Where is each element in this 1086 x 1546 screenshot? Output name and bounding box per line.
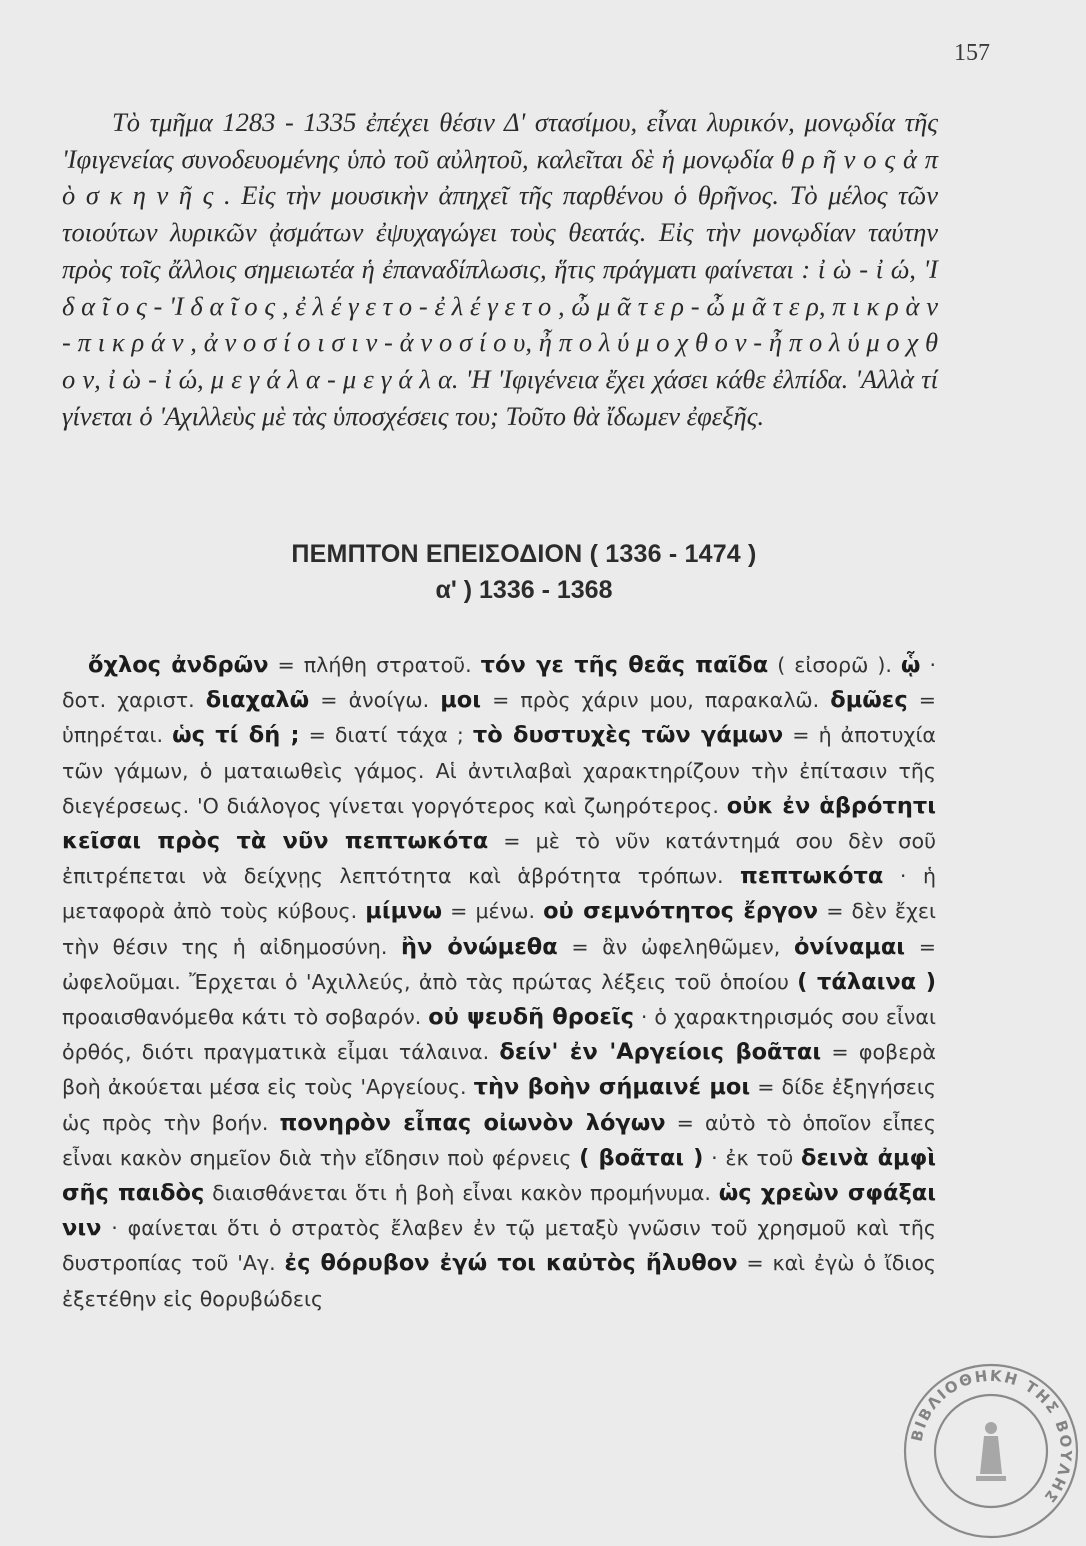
lemma-term: δεινὰ ἀμφὶ σῆς παιδὸς bbox=[62, 1144, 936, 1207]
lemma-gloss: = ἀνοίγω. bbox=[309, 688, 441, 713]
lemma-gloss: · ἡ μεταφορὰ ἀπὸ τοὺς κύβους. bbox=[62, 864, 936, 924]
lemma-gloss: = ὠφελοῦμαι. Ἔρχεται ὁ 'Αχιλλεύς, ἀπὸ τὰς πρώτας λέξεις τοῦ ὁποίου bbox=[62, 934, 936, 994]
lemma-gloss: προαισθανόμεθα κάτι τὸ σοβαρόν. bbox=[62, 1005, 429, 1030]
lemma-term: δείν' ἐν 'Αργείοις βοᾶται bbox=[499, 1039, 822, 1066]
lemma-gloss: = δίδε ἐξηγήσεις ὡς πρὸς τὴν βοήν. bbox=[62, 1075, 936, 1135]
lemma-gloss: = μὲ τὸ νῦν κατάντημά σου δὲν σοῦ ἐπιτρέπεται νὰ δείχνῃς λεπτότητα καὶ ἁβρότητα τρόπων. bbox=[62, 829, 936, 889]
lemma-gloss: διαισθάνεται ὅτι ἡ βοὴ εἶναι κακὸν προμήνυμα. bbox=[204, 1181, 719, 1206]
lemma-term: ὄχλος ἀνδρῶν bbox=[88, 652, 269, 678]
lemma-gloss: · φαίνεται ὅτι ὁ στρατὸς ἔλαβεν ἐν τῷ μεταξὺ γνῶσιν τοῦ χρησμοῦ καὶ τῆς δυστροπίας τοῦ 'Αγ. bbox=[62, 1216, 936, 1276]
stamp-text: ΒΙΒΛΙΟΘΗΚΗ ΤΗΣ ΒΟΥΛΗΣ bbox=[907, 1366, 1076, 1508]
lemma-term: οὐ ψευδῆ θροεῖς bbox=[428, 1004, 634, 1031]
intro-text: Τὸ τμῆμα 1283 - 1335 ἐπέχει θέσιν Δ' στασίμου, εἶναι λυρικόν, μονῳδία τῆς 'Ιφιγενείας συνοδευομένης ὑπὸ τοῦ αὐλητοῦ, καλεῖται δὲ ἡ μονῳδία θ ρ ῆ ν ο ς ἀ π ὸ σ κ η ν ῆ ς . Εἰς τὴν μουσικὴν ἀπηχεῖ τῆς παρθένου ὁ θρῆνος. Τὸ μέλος τῶν τοιούτων λυρικῶν ᾀσμάτων ἐψυχαγώγει τοὺς θεατάς. Εἰς τὴν μονῳδίαν ταύτην πρὸς τοῖς ἄλλοις σημειωτέα ἡ ἐπαναδίπλωσις, ἥτις πράγματι φαίνεται : ἰ ὼ - ἰ ώ, 'Ι δ α ῖ ο ς - 'Ι δ α ῖ ο ς , ἐ λ έ γ ε τ ο - ἐ λ έ γ ε τ ο , ὦ μ ᾶ τ ε ρ - ὦ μ ᾶ τ ε ρ, π ι κ ρ ὰ ν - π ι κ ρ ά ν , ἀ ν ο σ ί ο ι σ ι ν - ἀ ν ο σ ί ο υ, ἦ π ο λ ύ μ ο χ θ ο ν - ἦ π ο λ ύ μ ο χ θ ο ν, ἰ ὼ - ἰ ώ, μ ε γ ά λ α - μ ε γ ά λ α. 'Η 'Ιφιγένεια ἔχει χάσει κάθε ἐλπίδα. 'Αλλὰ τί γίνεται ὁ 'Αχιλλεὺς μὲ τὰς ὑποσχέσεις του; Τοῦτο θὰ ἴδωμεν ἐφεξῆς. bbox=[62, 107, 938, 431]
lemma-gloss: · ἐκ τοῦ bbox=[703, 1145, 802, 1170]
lemma-term: τὸ δυστυχὲς τῶν γάμων bbox=[472, 722, 784, 749]
lemma-gloss: = φοβερὰ βοὴ ἀκούεται μέσα εἰς τοὺς 'Αργείους. bbox=[62, 1040, 936, 1100]
lemma-term: ( βοᾶται ) bbox=[579, 1144, 704, 1171]
lemma-gloss: = διατί τάχα ; bbox=[299, 723, 473, 748]
lemma-term: οὐκ ἐν ἁβρότητι κεῖσαι πρὸς τὰ νῦν πεπτωκότα bbox=[62, 792, 936, 855]
lemma-gloss: = πρὸς χάριν μου, παρακαλῶ. bbox=[481, 688, 831, 713]
page-number: 157 bbox=[954, 40, 990, 66]
section-subheading: α' ) 1336 - 1368 bbox=[435, 576, 613, 604]
lemma-term: ( τάλαινα ) bbox=[797, 968, 936, 995]
lemma-term: ὡς τί δή ; bbox=[172, 722, 300, 749]
lemma-gloss: = ἂν ὠφεληθῶμεν, bbox=[557, 934, 794, 959]
lemma-gloss: = δὲν ἔχει τὴν θέσιν της ἡ αἰδημοσύνη. bbox=[62, 899, 936, 959]
lemma-term: ᾧ bbox=[900, 652, 921, 678]
stamp-figure-icon bbox=[976, 1422, 1006, 1481]
lemma-term: μοι bbox=[440, 687, 482, 714]
lemma-gloss: = ἡ ἀποτυχία τῶν γάμων, ὁ ματαιωθεὶς γάμος. Αἱ ἀντιλαβαὶ χαρακτηρίζουν τὴν ἐπίτασιν τῆς διεγέρσεως. 'Ο διάλογος γίνεται γοργότερος καὶ ζωηρότερος. bbox=[62, 723, 936, 818]
lemma-gloss: ( εἰσορῶ ). bbox=[768, 653, 901, 677]
library-stamp bbox=[896, 1356, 1086, 1546]
lemma-term: μίμνω bbox=[365, 898, 443, 925]
lemma-term: ὀνίναμαι bbox=[793, 933, 906, 960]
lemma-term: δμῶες bbox=[830, 687, 908, 714]
lemma-term: πεπτωκότα bbox=[740, 863, 884, 890]
commentary-block bbox=[62, 648, 936, 1317]
lemma-term: διαχαλῶ bbox=[205, 687, 310, 714]
lemma-gloss: · δοτ. χαριστ. bbox=[62, 653, 937, 713]
lemma-term: ὡς χρεὼν σφάξαι νιν bbox=[62, 1180, 936, 1242]
intro-paragraph bbox=[62, 104, 938, 434]
lemma-gloss: = μένω. bbox=[442, 899, 544, 924]
section-heading: ΠΕΜΠΤΟΝ ΕΠΕΙΣΟΔΙΟΝ ( 1336 - 1474 ) bbox=[291, 540, 757, 568]
lemma-gloss: = καὶ ἐγὼ ὁ ἴδιος ἐξετέθην εἰς θορυβώδεις bbox=[62, 1251, 937, 1311]
commentary-paragraph bbox=[62, 648, 936, 1317]
lemma-term: ἢν ὀνώμεθα bbox=[401, 933, 558, 960]
lemma-term: τὴν βοὴν σήμαινέ μοι bbox=[473, 1074, 751, 1101]
lemma-term: οὐ σεμνότητος ἔργον bbox=[543, 898, 819, 925]
lemma-term: ἐς θόρυβον ἐγώ τοι καὐτὸς ἤλυθον bbox=[284, 1250, 738, 1277]
lemma-gloss: · ὁ χαρακτηρισμός σου εἶναι ὀρθός, διότι πραγματικὰ εἶμαι τάλαινα. bbox=[62, 1005, 936, 1065]
lemma-gloss: = πλήθη στρατοῦ. bbox=[268, 653, 481, 677]
lemma-term: πονηρὸν εἶπας οἰωνὸν λόγων bbox=[279, 1109, 666, 1136]
lemma-gloss: = αὐτὸ τὸ ὁποῖον εἶπες εἶναι κακὸν σημεῖον διὰ τὴν εἴδησιν ποὺ φέρνεις bbox=[62, 1110, 936, 1170]
lemma-gloss: = ὑπηρέται. bbox=[62, 688, 936, 748]
lemma-term: τόν γε τῆς θεᾶς παῖδα bbox=[480, 652, 769, 678]
